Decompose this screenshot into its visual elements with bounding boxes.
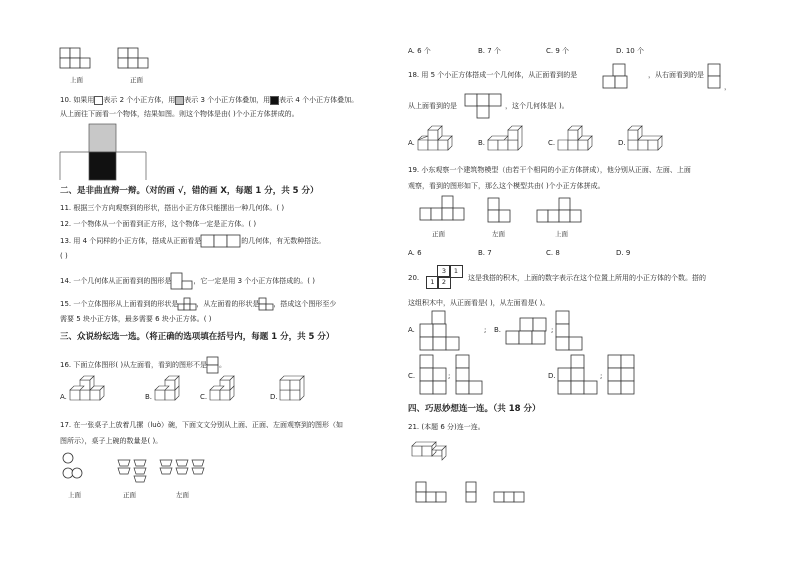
q21-view-a (416, 482, 450, 504)
white-square-icon (94, 96, 103, 105)
q20-option-c-view2 (456, 355, 486, 395)
question-18: 18. 用 5 个小正方体搭成一个几何体，从正面看到的是 (408, 71, 578, 79)
q15-left-view-figure (259, 298, 273, 310)
q17-choice-d[interactable]: D. 10 个 (616, 47, 644, 55)
q17-top-view-bowls (62, 453, 82, 485)
section-3-header: 三、众说纷纭选一选。（将正确的选项填在括号内，每题 1 分，共 5 分） (60, 332, 335, 342)
q19-choice-b[interactable]: B. 7 (478, 249, 492, 257)
q13-front-view-figure (201, 235, 241, 247)
question-20-line2: 这组积木中，从正面看是( )，从左面看是( )。 (408, 299, 550, 307)
q20-option-a[interactable]: A. (408, 326, 415, 334)
q18-text-b: ，从右面看到的是 (648, 71, 704, 79)
q19-choice-c[interactable]: C. 8 (546, 249, 560, 257)
q20-grid-cell: 2 (437, 276, 451, 289)
question-21: 21. (本题 6 分)连一连。 (408, 423, 485, 431)
question-17-line2: 图所示），桌子上碗的数量是( )。 (60, 437, 163, 445)
view-top-label: 上面 (70, 76, 83, 84)
q18-option-d[interactable]: D. (618, 139, 626, 147)
q16-option-d[interactable]: D. (270, 393, 278, 401)
q20-option-d-view1 (558, 355, 603, 395)
section-2-header: 二、是非曲直辩一辩。（对的画 √，错的画 X，每题 1 分，共 5 分） (60, 186, 319, 196)
question-17: 17. 在一张桌子上放着几摞（luò）碗，下面文文分别从上面、正面、左面观察到的图形（如 (60, 421, 344, 429)
question-10: 10. 如果用 表示 2 个小正方体，用 表示 3 个小正方体叠加，用 表示 4 个小正方体叠加。 (60, 96, 359, 104)
q19-top-label: 上面 (555, 230, 568, 238)
q17-front-view-bowls (118, 460, 150, 490)
question-10-line2: 从上面往下面看一个物体，结果如图。则这个物体是由( )个小正方体拼成的。 (60, 110, 299, 118)
q16-option-c-cubes (210, 378, 240, 408)
q19-front-view (420, 196, 470, 222)
q19-left-view (488, 198, 518, 224)
q18-option-c-cubes (558, 126, 608, 158)
question-16: 16. 下面立体图形( )从左面看，看到的图形不是 。 (60, 357, 226, 373)
q10-top-view-grid (60, 124, 150, 180)
q20-sep-b: ; (551, 326, 554, 334)
q14-front-view-figure (171, 273, 193, 289)
section-4-header: 四、巧思妙想连一连。（共 18 分） (408, 404, 541, 414)
q18-option-d-cubes (628, 126, 678, 158)
q17-left-label: 左面 (176, 491, 189, 499)
q16-option-c[interactable]: C. (200, 393, 208, 401)
q19-choice-d[interactable]: D. 9 (616, 249, 631, 257)
q20-grid-cell: 1 (449, 265, 463, 278)
gray-square-icon (175, 96, 184, 105)
question-13-paren: ( ) (60, 252, 68, 260)
q18-option-b[interactable]: B. (478, 139, 486, 147)
question-19-line2: 观察，看到的图形如下，那么这个模型共由( )个小正方体拼成。 (408, 182, 605, 190)
q19-front-label: 正面 (432, 230, 445, 238)
question-15: 15. 一个立体图形从上面看到的形状是 ，从左面看的形状是 ，搭成这个图形至少 (60, 300, 337, 308)
q17-choice-c[interactable]: C. 9 个 (546, 47, 570, 55)
question-13: 13. 用 4 个同样的小正方体，搭成从正面看是 的几何体，有无数种搭法。 (60, 237, 326, 245)
q17-choice-a[interactable]: A. 6 个 (408, 47, 431, 55)
q18-option-a[interactable]: A. (408, 139, 415, 147)
q18-text-c: ， (724, 83, 731, 91)
q20-grid-cell: 1 (426, 276, 439, 289)
q17-choice-b[interactable]: B. 7 个 (478, 47, 501, 55)
q18-front-view (603, 64, 633, 88)
q18-text-e: ，这个几何体是( )。 (505, 102, 569, 110)
q18-option-a-cubes (418, 126, 468, 158)
front-view-figure (118, 48, 148, 68)
q16-option-b-cubes (155, 378, 185, 408)
question-20-text: 这是我搭的积木，上面的数字表示在这个位置上所用的小正方体的个数。搭的 (468, 274, 706, 282)
q18-option-b-cubes (488, 126, 538, 158)
q20-option-b[interactable]: B. (494, 326, 502, 334)
q16-option-b[interactable]: B. (145, 393, 153, 401)
q18-option-c[interactable]: C. (548, 139, 556, 147)
q20-option-d-view2 (608, 355, 638, 395)
q16-view-figure (207, 357, 219, 373)
q20-option-b-view2 (556, 311, 586, 351)
q20-sep-c: ; (448, 372, 451, 380)
q20-sep-d: ; (600, 372, 603, 380)
q20-number-grid (426, 265, 464, 287)
q18-text-d: 从上面看到的是 (408, 102, 457, 110)
q17-left-view-bowls (160, 460, 204, 490)
view-front-label: 正面 (130, 76, 143, 84)
q20-grid-cell: 3 (437, 265, 451, 278)
q20-option-c-view1 (420, 355, 450, 395)
q19-left-label: 左面 (492, 230, 505, 238)
q17-front-label: 正面 (123, 491, 136, 499)
q20-option-a-view1 (420, 311, 460, 351)
q20-sep-a: ; (484, 326, 487, 334)
q21-view-b (466, 482, 478, 504)
q20-option-c[interactable]: C. (408, 372, 416, 380)
q17-top-label: 上面 (68, 491, 81, 499)
black-square-icon (270, 96, 279, 105)
question-20-number: 20. (408, 274, 420, 282)
q16-option-a-cubes (70, 378, 120, 408)
question-12: 12. 一个物体从一个面看到正方形，这个物体一定是正方体。( ) (60, 220, 257, 228)
q16-option-d-cubes (280, 378, 310, 408)
top-view-figure (60, 48, 90, 68)
q19-top-view (537, 198, 587, 224)
q20-option-b-view1 (506, 318, 548, 348)
q21-view-c (494, 492, 528, 504)
q18-top-view (465, 94, 505, 118)
question-11: 11. 根据三个方向观察到的形状，搭出小正方体只能摆出一种几何体。( ) (60, 204, 285, 212)
q20-option-d[interactable]: D. (548, 372, 556, 380)
question-15-line2: 需要 5 块小正方体，最多需要 6 块小正方体。( ) (60, 315, 212, 323)
question-19: 19. 小东观察一个建筑物模型（由若干个相同的小正方体拼成），他分别从正面、左面、上面 (408, 166, 691, 174)
question-14: 14. 一个几何体从正面看到的图形是 ，它一定是用 3 个小正方体搭成的。( ) (60, 273, 315, 289)
q21-cube-model (412, 440, 458, 466)
q16-option-a[interactable]: A. (60, 393, 67, 401)
q19-choice-a[interactable]: A. 6 (408, 249, 422, 257)
q15-top-view-figure (178, 298, 196, 310)
